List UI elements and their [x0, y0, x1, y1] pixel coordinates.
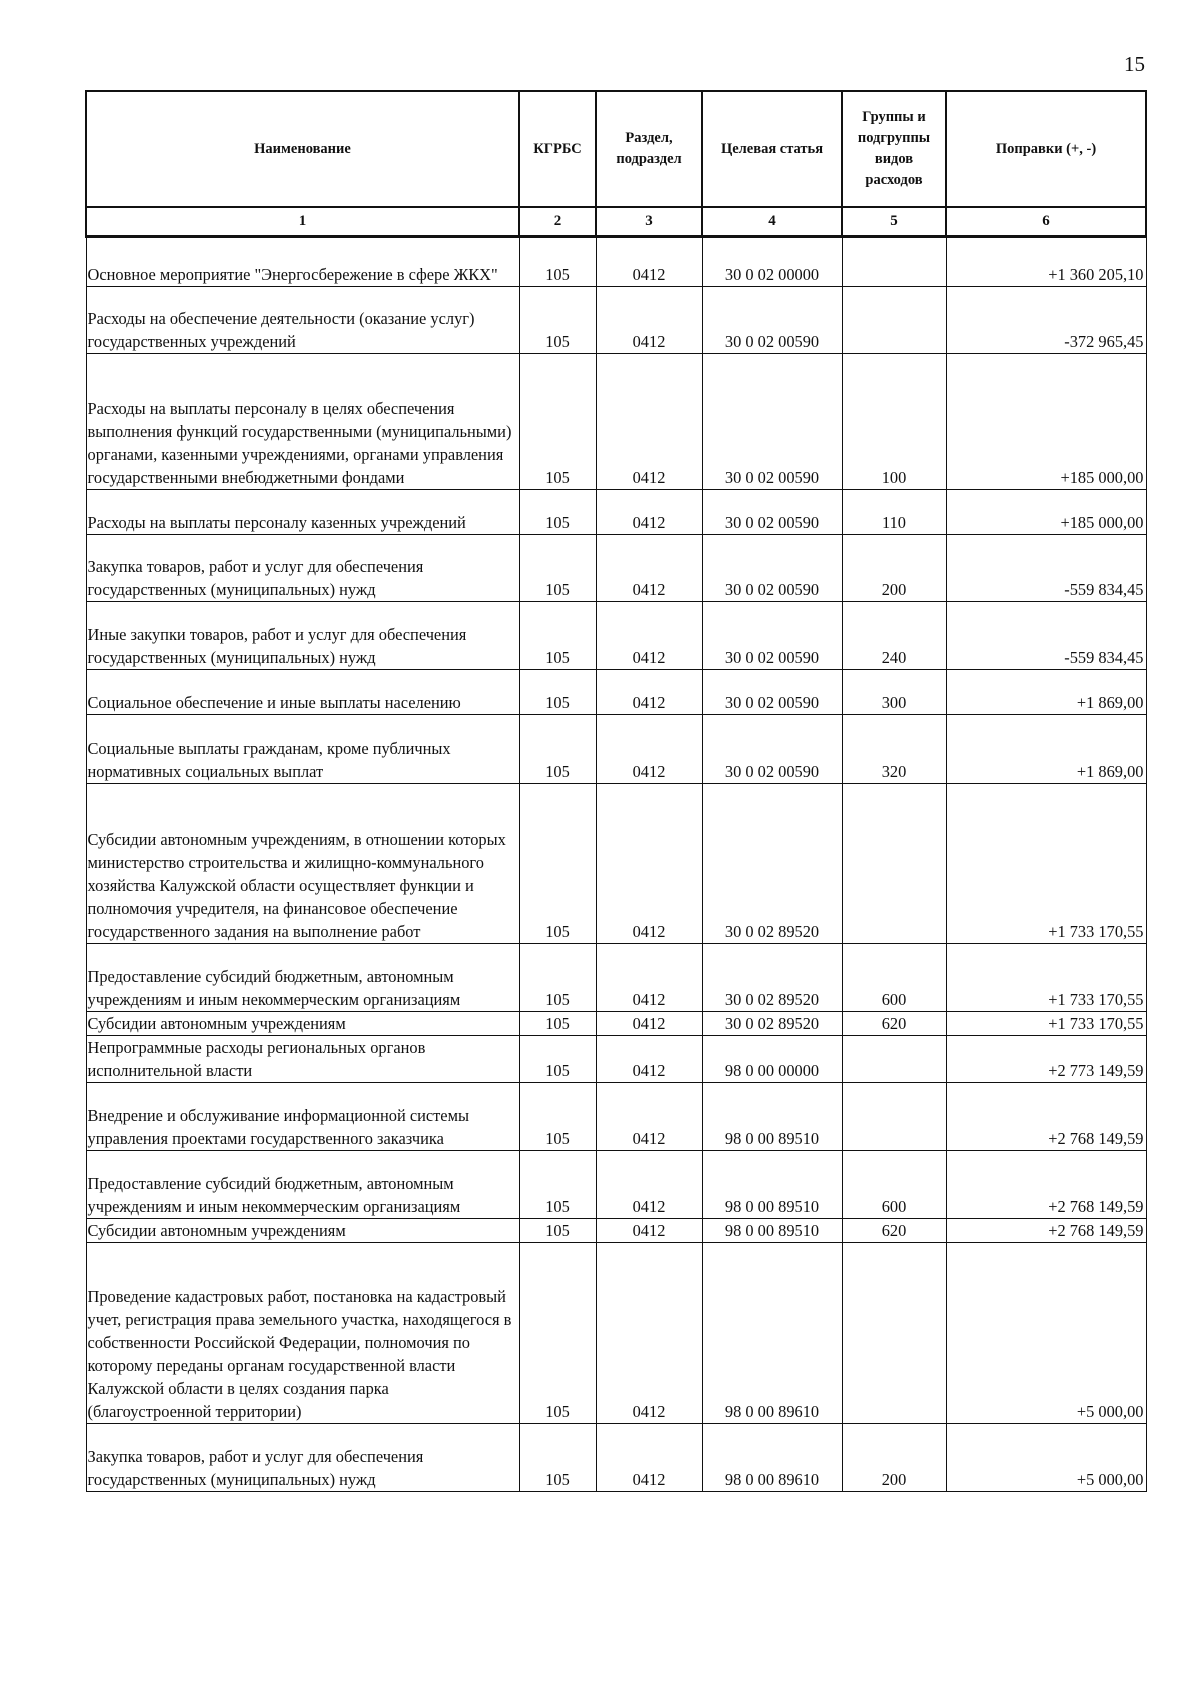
- column-number: 4: [702, 207, 842, 237]
- row-amount-cell: +2 768 149,59: [946, 1083, 1146, 1151]
- row-kgrbs-cell: 105: [519, 1083, 596, 1151]
- row-group-cell: 240: [842, 602, 946, 670]
- row-target-cell: 30 0 02 00590: [702, 490, 842, 535]
- row-target-cell: 98 0 00 00000: [702, 1036, 842, 1083]
- header-expense-group: Группы и подгруппы видов расходов: [842, 91, 946, 207]
- row-group-cell: [842, 1243, 946, 1424]
- table-row: [86, 287, 1146, 354]
- row-target-cell: 30 0 02 00590: [702, 602, 842, 670]
- row-name-cell: Субсидии автономным учреждениям, в отношении которых министерство строительства и жилищно-коммунального хозяйства Калужской области осуществляет функции и полномочия учредителя, на финансовое обеспечение государственного задания на выполнение работ: [86, 784, 519, 944]
- table-row: [86, 784, 1146, 944]
- row-name-cell: Внедрение и обслуживание информационной системы управления проектами государственного заказчика: [86, 1083, 519, 1151]
- row-amount-cell: +2 768 149,59: [946, 1151, 1146, 1219]
- table-row: [86, 1424, 1146, 1492]
- row-group-cell: 620: [842, 1012, 946, 1036]
- table-row: [86, 535, 1146, 602]
- row-target-cell: 30 0 02 89520: [702, 784, 842, 944]
- row-kgrbs-cell: 105: [519, 1243, 596, 1424]
- column-number-row: [86, 207, 1146, 237]
- row-target-cell: 98 0 00 89510: [702, 1083, 842, 1151]
- row-group-cell: [842, 1083, 946, 1151]
- table-body: [86, 237, 1146, 1492]
- row-group-cell: 110: [842, 490, 946, 535]
- row-name-cell: Предоставление субсидий бюджетным, автономным учреждениям и иным некоммерческим организациям: [86, 1151, 519, 1219]
- row-amount-cell: +1 869,00: [946, 715, 1146, 784]
- row-name-cell: Основное мероприятие "Энергосбережение в сфере ЖКХ": [86, 237, 519, 287]
- row-section-cell: 0412: [596, 237, 702, 287]
- row-target-cell: 98 0 00 89510: [702, 1151, 842, 1219]
- row-name-cell: Субсидии автономным учреждениям: [86, 1012, 519, 1036]
- row-section-cell: 0412: [596, 1036, 702, 1083]
- row-group-cell: [842, 287, 946, 354]
- row-amount-cell: +185 000,00: [946, 490, 1146, 535]
- row-section-cell: 0412: [596, 1012, 702, 1036]
- row-kgrbs-cell: 105: [519, 535, 596, 602]
- row-amount-cell: +5 000,00: [946, 1243, 1146, 1424]
- row-section-cell: 0412: [596, 784, 702, 944]
- row-amount-cell: +2 773 149,59: [946, 1036, 1146, 1083]
- row-amount-cell: +2 768 149,59: [946, 1219, 1146, 1243]
- row-target-cell: 30 0 02 00590: [702, 715, 842, 784]
- row-amount-cell: +1 869,00: [946, 670, 1146, 715]
- row-section-cell: 0412: [596, 944, 702, 1012]
- header-section: Раздел, подраздел: [596, 91, 702, 207]
- header-target-article: Целевая статья: [702, 91, 842, 207]
- row-kgrbs-cell: 105: [519, 784, 596, 944]
- row-section-cell: 0412: [596, 602, 702, 670]
- table-row: [86, 1243, 1146, 1424]
- column-number: 3: [596, 207, 702, 237]
- row-group-cell: [842, 1036, 946, 1083]
- row-name-cell: Расходы на выплаты персоналу казенных учреждений: [86, 490, 519, 535]
- row-kgrbs-cell: 105: [519, 490, 596, 535]
- row-group-cell: 620: [842, 1219, 946, 1243]
- row-name-cell: Субсидии автономным учреждениям: [86, 1219, 519, 1243]
- row-name-cell: Непрограммные расходы региональных органов исполнительной власти: [86, 1036, 519, 1083]
- table-row: [86, 1219, 1146, 1243]
- row-amount-cell: -559 834,45: [946, 602, 1146, 670]
- row-name-cell: Закупка товаров, работ и услуг для обеспечения государственных (муниципальных) нужд: [86, 535, 519, 602]
- row-name-cell: Предоставление субсидий бюджетным, автономным учреждениям и иным некоммерческим организациям: [86, 944, 519, 1012]
- row-group-cell: 200: [842, 1424, 946, 1492]
- row-target-cell: 98 0 00 89510: [702, 1219, 842, 1243]
- table-row: [86, 670, 1146, 715]
- row-section-cell: 0412: [596, 1424, 702, 1492]
- row-kgrbs-cell: 105: [519, 1151, 596, 1219]
- column-number: 1: [86, 207, 519, 237]
- table-row: [86, 1036, 1146, 1083]
- row-amount-cell: +185 000,00: [946, 354, 1146, 490]
- row-amount-cell: -372 965,45: [946, 287, 1146, 354]
- row-section-cell: 0412: [596, 490, 702, 535]
- row-target-cell: 98 0 00 89610: [702, 1243, 842, 1424]
- row-target-cell: 30 0 02 00590: [702, 287, 842, 354]
- row-amount-cell: +1 733 170,55: [946, 784, 1146, 944]
- row-group-cell: 200: [842, 535, 946, 602]
- row-name-cell: Расходы на обеспечение деятельности (оказание услуг) государственных учреждений: [86, 287, 519, 354]
- row-kgrbs-cell: 105: [519, 237, 596, 287]
- row-amount-cell: +5 000,00: [946, 1424, 1146, 1492]
- row-name-cell: Иные закупки товаров, работ и услуг для обеспечения государственных (муниципальных) нужд: [86, 602, 519, 670]
- row-kgrbs-cell: 105: [519, 670, 596, 715]
- row-name-cell: Закупка товаров, работ и услуг для обеспечения государственных (муниципальных) нужд: [86, 1424, 519, 1492]
- row-section-cell: 0412: [596, 535, 702, 602]
- row-group-cell: 300: [842, 670, 946, 715]
- row-kgrbs-cell: 105: [519, 1012, 596, 1036]
- header-row: [86, 91, 1146, 207]
- row-target-cell: 30 0 02 00590: [702, 354, 842, 490]
- row-name-cell: Социальное обеспечение и иные выплаты населению: [86, 670, 519, 715]
- row-target-cell: 30 0 02 89520: [702, 944, 842, 1012]
- table-row: [86, 944, 1146, 1012]
- row-section-cell: 0412: [596, 287, 702, 354]
- page-number: 15: [1124, 52, 1145, 76]
- row-section-cell: 0412: [596, 670, 702, 715]
- row-group-cell: 320: [842, 715, 946, 784]
- row-target-cell: 98 0 00 89610: [702, 1424, 842, 1492]
- table-row: [86, 354, 1146, 490]
- table-row: [86, 1012, 1146, 1036]
- row-group-cell: [842, 237, 946, 287]
- row-amount-cell: -559 834,45: [946, 535, 1146, 602]
- row-group-cell: 600: [842, 1151, 946, 1219]
- column-number: 2: [519, 207, 596, 237]
- row-kgrbs-cell: 105: [519, 1424, 596, 1492]
- row-kgrbs-cell: 105: [519, 287, 596, 354]
- row-group-cell: [842, 784, 946, 944]
- row-kgrbs-cell: 105: [519, 354, 596, 490]
- table-row: [86, 715, 1146, 784]
- budget-amendments-table: [85, 90, 1147, 1492]
- row-target-cell: 30 0 02 89520: [702, 1012, 842, 1036]
- row-name-cell: Социальные выплаты гражданам, кроме публичных нормативных социальных выплат: [86, 715, 519, 784]
- header-amendments: Поправки (+, -): [946, 91, 1146, 207]
- table-row: [86, 237, 1146, 287]
- row-group-cell: 600: [842, 944, 946, 1012]
- row-amount-cell: +1 360 205,10: [946, 237, 1146, 287]
- row-kgrbs-cell: 105: [519, 944, 596, 1012]
- row-group-cell: 100: [842, 354, 946, 490]
- column-number: 6: [946, 207, 1146, 237]
- table-row: [86, 490, 1146, 535]
- header-name: Наименование: [86, 91, 519, 207]
- row-name-cell: Расходы на выплаты персоналу в целях обеспечения выполнения функций государственными (муниципальными) органами, казенными учреждениями, органами управления государственными внебюджетными фондами: [86, 354, 519, 490]
- row-kgrbs-cell: 105: [519, 715, 596, 784]
- row-section-cell: 0412: [596, 1243, 702, 1424]
- table-row: [86, 1151, 1146, 1219]
- row-amount-cell: +1 733 170,55: [946, 1012, 1146, 1036]
- row-target-cell: 30 0 02 00590: [702, 670, 842, 715]
- row-kgrbs-cell: 105: [519, 1036, 596, 1083]
- table-row: [86, 602, 1146, 670]
- row-amount-cell: +1 733 170,55: [946, 944, 1146, 1012]
- row-kgrbs-cell: 105: [519, 1219, 596, 1243]
- row-section-cell: 0412: [596, 715, 702, 784]
- row-name-cell: Проведение кадастровых работ, постановка на кадастровый учет, регистрация права земельного участка, находящегося в собственности Российской Федерации, полномочия по которому переданы органам государственной власти Калужской области в целях создания парка (благоустроенной территории): [86, 1243, 519, 1424]
- row-target-cell: 30 0 02 00590: [702, 535, 842, 602]
- row-target-cell: 30 0 02 00000: [702, 237, 842, 287]
- row-section-cell: 0412: [596, 354, 702, 490]
- row-kgrbs-cell: 105: [519, 602, 596, 670]
- row-section-cell: 0412: [596, 1083, 702, 1151]
- table-row: [86, 1083, 1146, 1151]
- row-section-cell: 0412: [596, 1151, 702, 1219]
- row-section-cell: 0412: [596, 1219, 702, 1243]
- header-kgrbs: КГРБС: [519, 91, 596, 207]
- column-number: 5: [842, 207, 946, 237]
